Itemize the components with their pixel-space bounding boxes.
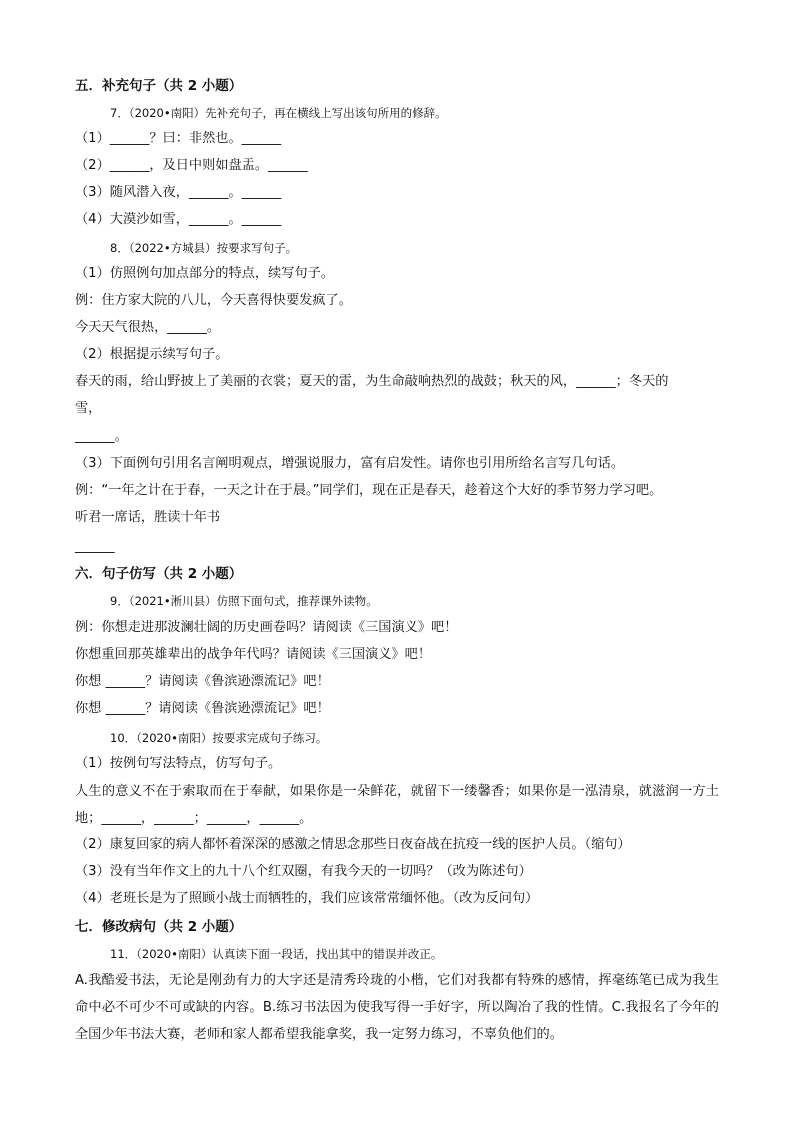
q8-line-1: （1）仿照例句加点部分的特点，续写句子。 (75, 266, 334, 281)
q7-item-3: （3）随风潜入夜，______。______ (75, 185, 282, 200)
q8-line-3: 今天天气很热，______。 (75, 320, 221, 335)
q7-item-1: （1）______？曰：非然也。______ (75, 131, 282, 146)
question-7-title: 7．（2020•南阳）先补充句子，再在横线上写出该句所用的修辞。 (110, 106, 447, 120)
q8-line-6: 雪， (75, 401, 102, 416)
q10-line-4: （3）没有当年作文上的九十八个红双圈，有我今天的一切吗？（改为陈述句） (75, 864, 532, 879)
q10-paragraph: 人生的意义不在于索取而在于奉献，如果你是一朵鲜花，就留下一缕馨香；如果你是一泓清泉，就滋润一方土地；______，______；______，______。 (75, 784, 719, 826)
q8-answer-blank: ______ (75, 539, 115, 554)
q8-proverb: 听君一席话，胜读十年书 (75, 510, 221, 525)
q8-line-8: （3）下面例句引用名言阐明观点，增强说服力，富有启发性。请你也引用所给名言写几句话。 (75, 456, 625, 471)
question-8-title: 8．（2022•方城县）按要求写句子。 (110, 241, 298, 255)
q9-line-4: 你想 ______？请阅读《鲁滨逊漂流记》吧！ (75, 701, 330, 716)
question-11-title: 11．（2020•南阳）认真读下面一段话，找出其中的错误并改正。 (110, 947, 443, 961)
q8-example: 例：住方家大院的八儿，今天喜得快要发疯了。 (75, 293, 352, 308)
q8-line-5: 春天的雨，给山野披上了美丽的衣裳；夏天的雷，为生命敲响热烈的战鼓；秋天的风，______；冬天的 (75, 374, 669, 389)
q9-line-3: 你想 ______？请阅读《鲁滨逊漂流记》吧！ (75, 674, 330, 689)
question-9-title: 9．（2021•淅川县）仿照下面句式，推荐课外读物。 (110, 594, 378, 608)
question-10-title: 10．（2020•南阳）按要求完成句子练习。 (110, 731, 328, 745)
section-heading-5: 五．补充句子（共 2 小题） (75, 78, 243, 94)
section-heading-7: 七．修改病句（共 2 小题） (75, 919, 243, 935)
q8-line-7: ______。 (75, 429, 128, 444)
q10-line-5: （4）老班长是为了照顾小战士而牺牲的，我们应该常常缅怀他。（改为反问句） (75, 891, 539, 906)
q8-line-4: （2）根据提示续写句子。 (75, 347, 229, 362)
q11-paragraph: A.我酷爱书法，无论是刚劲有力的大字还是清秀玲珑的小楷，它们对我都有特殊的感情，挥毫练笔已成为我生命中必不可少不可或缺的内容。B.练习书法因为使我写得一手好字，所以陶冶了我的性情。C.我报名了今年的全国少年书法大赛，老师和家人都希望我能拿奖，我一定努力练习，不辜负他们的。 (75, 973, 719, 1042)
q8-example-2: 例：“一年之计在于春，一天之计在于晨。”同学们，现在正是春天，趁着这个大好的季节努力学习吧。 (75, 483, 663, 498)
q9-line-2: 你想重回那英雄辈出的战争年代吗？请阅读《三国演义》吧！ (75, 647, 432, 662)
q7-item-2: （2）______，及日中则如盘盂。______ (75, 158, 308, 173)
q10-line-3: （2）康复回家的病人都怀着深深的感激之情思念那些日夜奋战在抗疫一线的医护人员。（缩句） (75, 837, 631, 852)
q10-line-1: （1）按例句写法特点，仿写句子。 (75, 756, 282, 771)
section-heading-6: 六．句子仿写（共 2 小题） (75, 566, 243, 582)
q9-example: 例：你想走进那波澜壮阔的历史画卷吗？请阅读《三国演义》吧！ (75, 620, 458, 635)
q7-item-4: （4）大漠沙如雪，______。______ (75, 212, 282, 227)
